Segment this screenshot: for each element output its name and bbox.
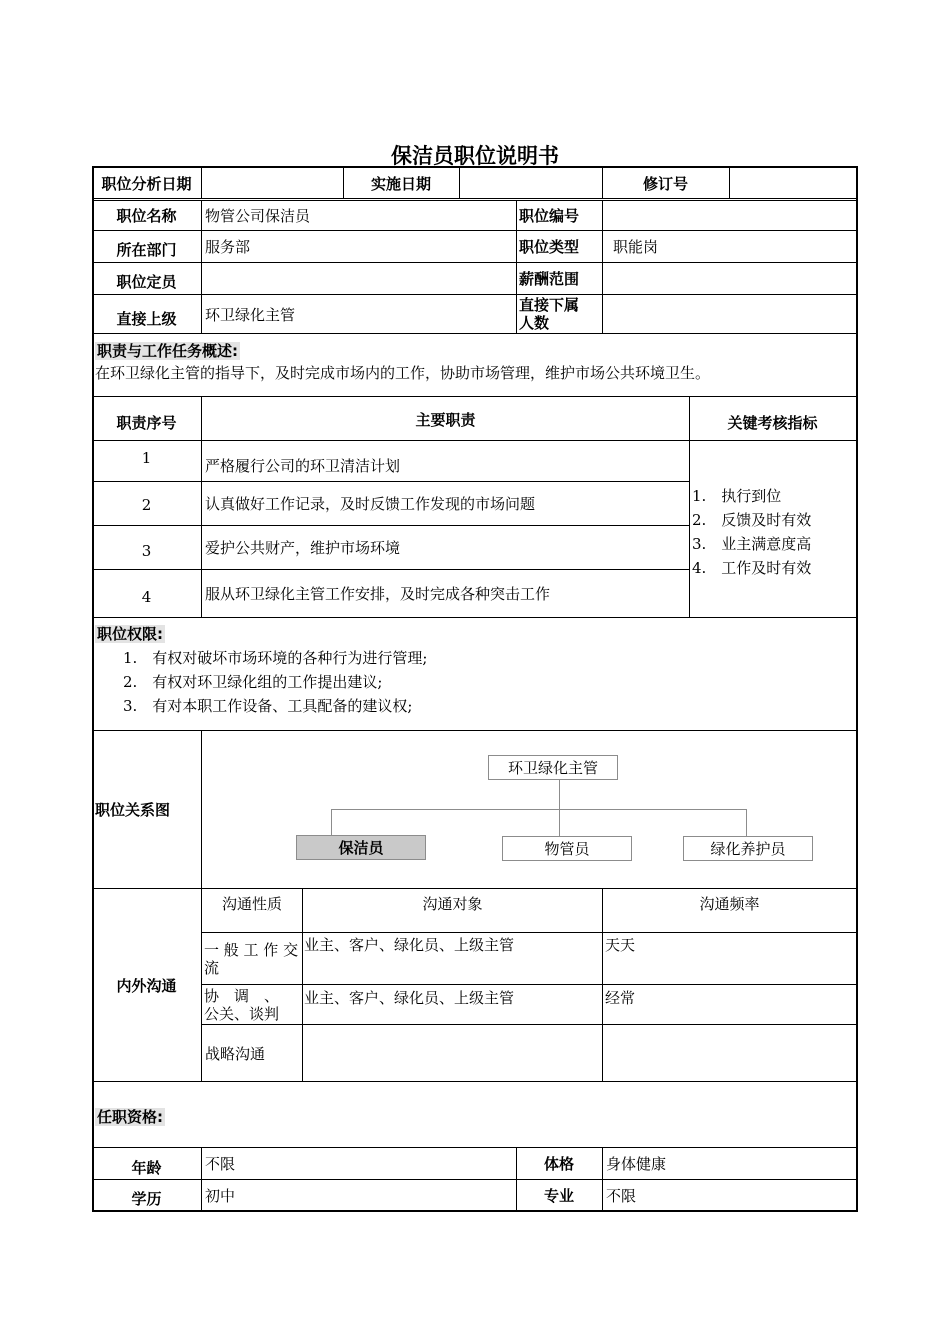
- authority-item: 2. 有权对环卫绿化组的工作提出建议;: [123, 673, 383, 691]
- authority-item: 3. 有对本职工作设备、工具配备的建议权;: [123, 697, 413, 715]
- duty-kpi-header: 关键考核指标: [727, 413, 818, 432]
- authority-label: 职位权限:: [97, 625, 163, 643]
- page-title: 保洁员职位说明书: [391, 144, 559, 168]
- comm-type: 协 调 、 公关、谈判: [204, 987, 287, 1023]
- physique-value: 身体健康: [606, 1155, 667, 1173]
- kpi-item: 3. 业主满意度高: [692, 535, 812, 553]
- kpi-item: 4. 工作及时有效: [692, 559, 812, 577]
- analysis-date-label: 职位分析日期: [101, 174, 192, 193]
- kpi-list: [692, 484, 811, 580]
- physique-label: 体格: [543, 1155, 574, 1173]
- summary-label: 职责与工作任务概述:: [97, 342, 238, 360]
- superior-value: 环卫绿化主管: [205, 305, 296, 324]
- department-label: 所在部门: [116, 240, 177, 259]
- comm-target-header: 沟通对象: [422, 894, 483, 913]
- comm-freq: 天天: [605, 936, 636, 954]
- summary-section: [95, 340, 710, 384]
- org-node-supervisor: 环卫绿化主管: [488, 755, 618, 780]
- org-node-cleaner: 保洁员: [296, 835, 426, 860]
- job-code-label: 职位编号: [519, 207, 580, 225]
- headcount-label: 职位定员: [116, 272, 177, 291]
- comm-type: 战略沟通: [205, 1044, 266, 1063]
- kpi-item: 1. 执行到位: [692, 487, 782, 505]
- superior-label: 直接上级: [116, 309, 177, 328]
- job-type-value: 职能岗: [613, 238, 659, 256]
- org-node-property-staff: 物管员: [502, 836, 632, 861]
- comm-type: 一 般 工 作 交流: [204, 941, 299, 977]
- duty-no-header: 职责序号: [116, 413, 177, 432]
- duty-text: 服从环卫绿化主管工作安排，及时完成各种突击工作: [205, 585, 551, 603]
- age-label: 年龄: [131, 1158, 162, 1177]
- comm-freq: 经常: [605, 989, 636, 1007]
- job-name-value: 物管公司保洁员: [205, 207, 311, 225]
- duty-no: 4: [141, 588, 152, 606]
- job-name-label: 职位名称: [116, 207, 177, 225]
- job-type-label: 职位类型: [519, 238, 580, 256]
- org-chart-label: 职位关系图: [95, 801, 171, 819]
- job-description-table: [92, 166, 858, 1212]
- summary-text: 在环卫绿化主管的指导下，及时完成市场内的工作，协助市场管理，维护市场公共环境卫生。: [95, 364, 711, 382]
- department-value: 服务部: [205, 238, 251, 256]
- comm-type-header: 沟通性质: [221, 894, 282, 913]
- major-label: 专业: [543, 1186, 574, 1205]
- comm-target: 业主、客户、绿化员、上级主管: [304, 936, 515, 954]
- age-value: 不限: [205, 1155, 236, 1173]
- subordinates-label: 直接下属 人数: [519, 296, 580, 332]
- duty-no: 3: [141, 542, 152, 560]
- salary-label: 薪酬范围: [519, 270, 580, 288]
- authority-item: 1. 有权对破坏市场环境的各种行为进行管理;: [123, 649, 428, 667]
- duty-text: 爱护公共财产，维护市场环境: [205, 539, 401, 557]
- duty-text: 严格履行公司的环卫清洁计划: [205, 456, 401, 475]
- comm-freq-header: 沟通频率: [699, 894, 760, 913]
- communication-label: 内外沟通: [116, 976, 177, 995]
- duty-no: 2: [141, 496, 152, 514]
- duty-main-header: 主要职责: [415, 410, 476, 429]
- impl-date-label: 实施日期: [370, 174, 431, 193]
- education-value: 初中: [205, 1186, 236, 1205]
- education-label: 学历: [131, 1189, 162, 1208]
- revision-label: 修订号: [642, 174, 688, 193]
- org-node-greening-staff: 绿化养护员: [683, 836, 813, 861]
- qualifications-section: [95, 1106, 165, 1127]
- major-value: 不限: [606, 1186, 637, 1205]
- duty-no: 1: [141, 449, 152, 467]
- authority-section: [95, 622, 427, 718]
- qualifications-label: 任职资格:: [97, 1108, 163, 1126]
- kpi-item: 2. 反馈及时有效: [692, 511, 812, 529]
- comm-target: 业主、客户、绿化员、上级主管: [304, 989, 515, 1007]
- duty-text: 认真做好工作记录，及时反馈工作发现的市场问题: [205, 495, 536, 513]
